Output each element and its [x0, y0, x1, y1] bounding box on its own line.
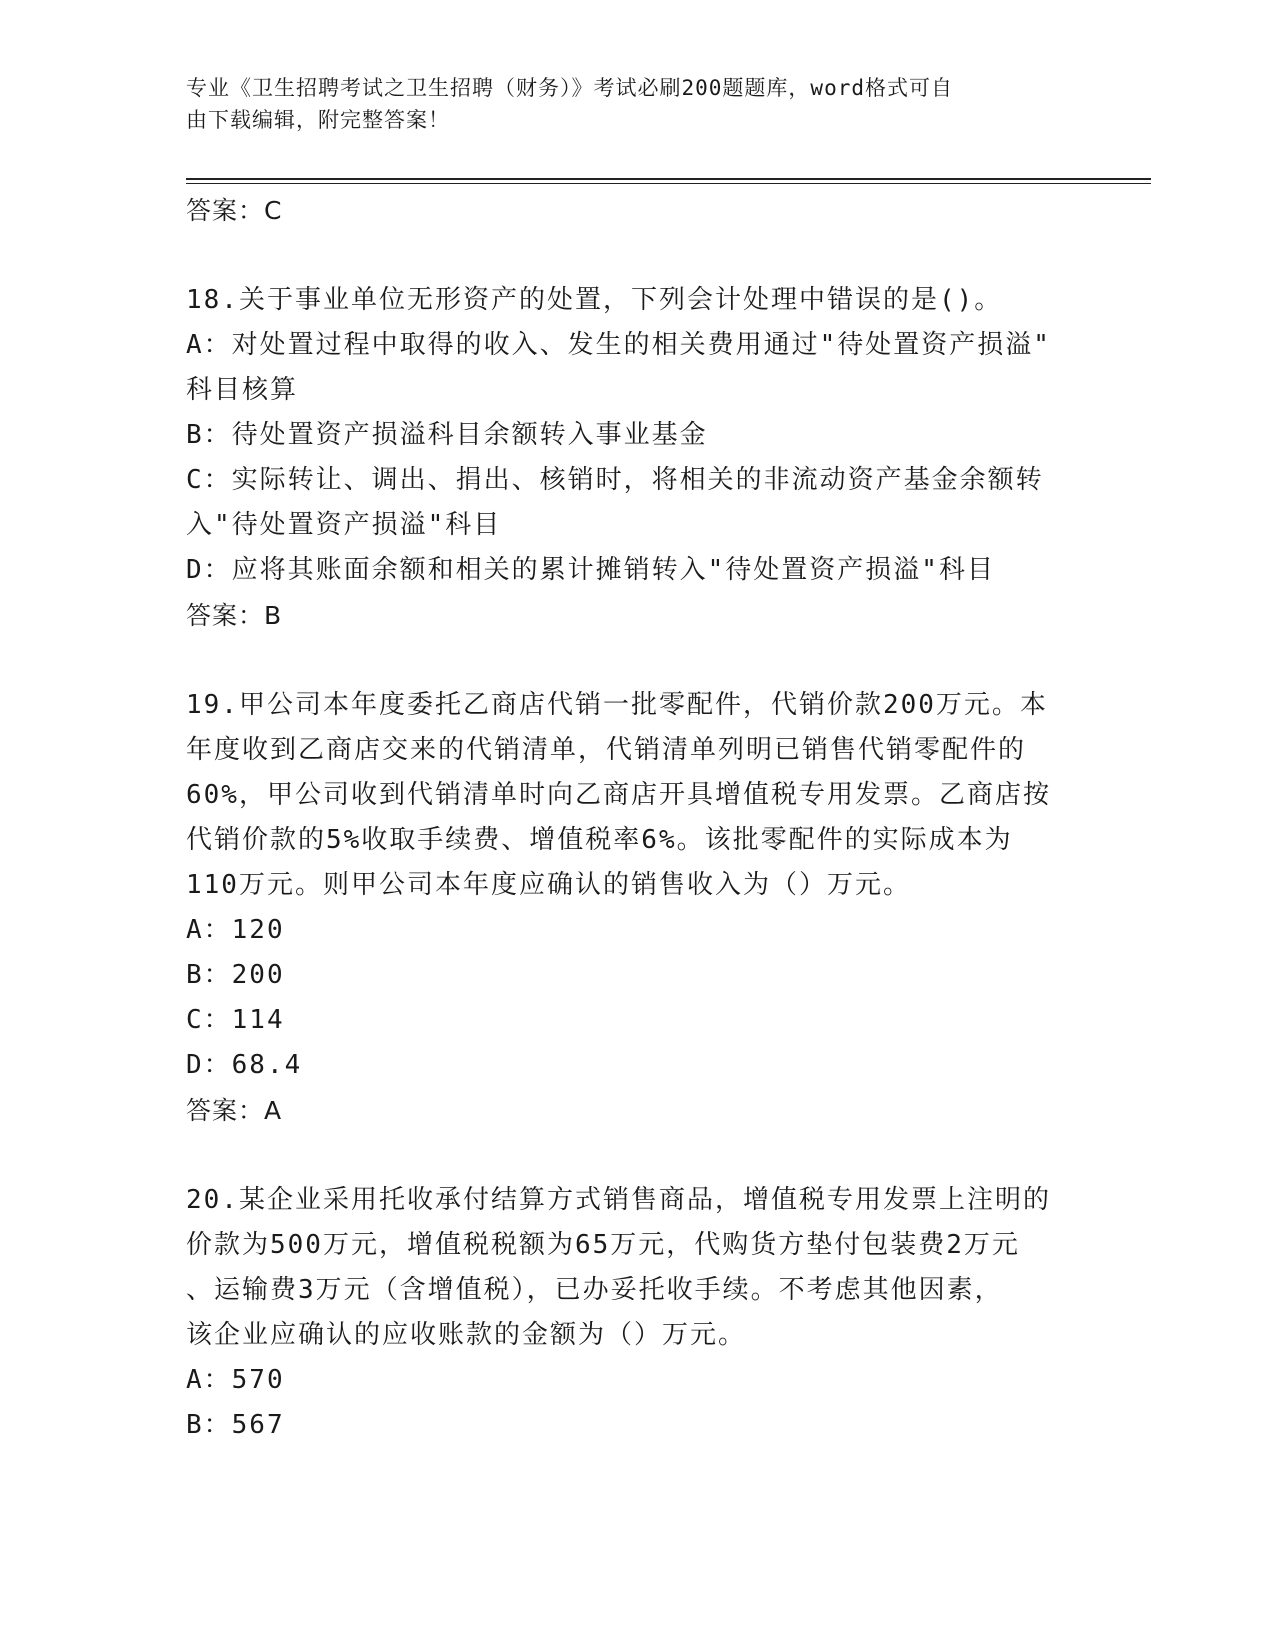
q19-answer: 答案：A [186, 1096, 283, 1125]
question-19 [186, 683, 1081, 1133]
q19-option-b: B：200 [186, 960, 285, 990]
q20-stem-2: 价款为500万元，增值税税额为65万元，代购货方垫付包装费2万元 [186, 1230, 1020, 1260]
q18-option-a: A：对处置过程中取得的收入、发生的相关费用通过"待处置资产损溢" [186, 330, 1051, 360]
q18-option-b: B：待处置资产损溢科目余额转入事业基金 [186, 420, 708, 450]
q18-answer: 答案：B [186, 601, 283, 630]
q19-stem-4: 代销价款的5%收取手续费、增值税率6%。该批零配件的实际成本为 [186, 825, 1013, 855]
header-line-2: 由下载编辑，附完整答案！ [186, 108, 450, 132]
q20-stem-4: 该企业应确认的应收账款的金额为（）万元。 [186, 1320, 747, 1350]
q18-option-d: D：应将其账面余额和相关的累计摊销转入"待处置资产损溢"科目 [186, 555, 995, 585]
question-20 [186, 1178, 1081, 1448]
q18-option-a-cont: 科目核算 [186, 375, 299, 405]
q18-option-c: C：实际转让、调出、捐出、核销时，将相关的非流动资产基金余额转 [186, 465, 1044, 495]
q20-option-b: B：567 [186, 1410, 285, 1440]
question-content [186, 188, 1081, 1448]
header-line-1: 专业《卫生招聘考试之卫生招聘（财务）》考试必刷200题题库，word格式可自 [186, 76, 953, 100]
q20-option-a: A：570 [186, 1365, 285, 1395]
q19-option-a: A：120 [186, 915, 285, 945]
spacer [186, 1133, 1081, 1178]
q19-stem-5: 110万元。则甲公司本年度应确认的销售收入为（）万元。 [186, 870, 911, 900]
q19-stem-3: 60%，甲公司收到代销清单时向乙商店开具增值税专用发票。乙商店按 [186, 780, 1051, 810]
header-divider-thick [186, 178, 1151, 180]
q20-stem-1: 20.某企业采用托收承付结算方式销售商品，增值税专用发票上注明的 [186, 1185, 1051, 1215]
spacer [186, 233, 1081, 278]
spacer [186, 638, 1081, 683]
q19-option-c: C：114 [186, 1005, 285, 1035]
document-header [186, 72, 1066, 136]
q19-option-d: D：68.4 [186, 1050, 303, 1080]
q19-stem-1: 19.甲公司本年度委托乙商店代销一批零配件，代销价款200万元。本 [186, 690, 1048, 720]
q18-stem: 18.关于事业单位无形资产的处置，下列会计处理中错误的是()。 [186, 285, 1003, 315]
question-18 [186, 278, 1081, 638]
q19-stem-2: 年度收到乙商店交来的代销清单，代销清单列明已销售代销零配件的 [186, 735, 1027, 765]
prev-answer: 答案：C [186, 196, 283, 225]
q20-stem-3: 、运输费3万元（含增值税），已办妥托收手续。不考虑其他因素， [186, 1275, 1003, 1305]
q18-option-c-cont: 入"待处置资产损溢"科目 [186, 510, 502, 540]
header-divider-thin [186, 183, 1151, 184]
